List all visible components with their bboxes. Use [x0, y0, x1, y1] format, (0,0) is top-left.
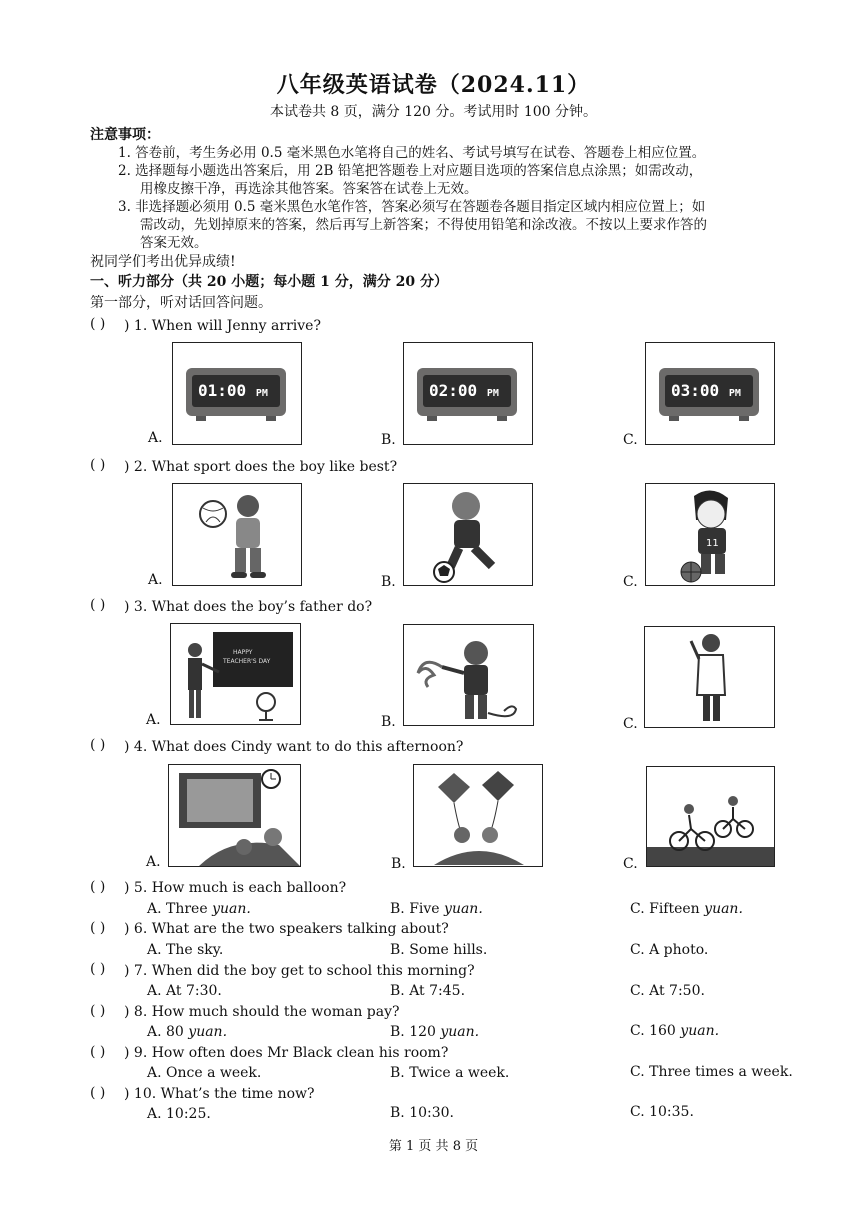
question-8: ) 8. How much should the woman pay? [124, 1004, 400, 1020]
blackboard-text: HAPPY TEACHER'S DAY [223, 649, 271, 665]
option-8b[interactable]: B. 120 yuan. [390, 1024, 480, 1040]
option-3c-image[interactable] [644, 626, 775, 728]
volleyball-player-icon [173, 484, 302, 586]
answer-blank[interactable]: ( ) [90, 457, 106, 473]
option-5c[interactable]: C. Fifteen yuan. [630, 901, 743, 917]
option-3a-image[interactable] [170, 623, 301, 725]
option-5a[interactable]: A. Three yuan. [147, 901, 251, 917]
page-title: 八年级英语试卷（2024.11） [276, 72, 591, 98]
option-label: C. [623, 716, 638, 732]
firefighter-icon [404, 625, 534, 726]
option-label: A. [148, 572, 163, 588]
option-label: B. [381, 432, 396, 448]
option-6a[interactable]: A. The sky. [147, 942, 224, 958]
option-10c[interactable]: C. 10:35. [630, 1104, 694, 1120]
option-2a-image[interactable] [172, 483, 302, 586]
answer-blank[interactable]: ( ) [90, 316, 106, 332]
question-2: ) 2. What sport does the boy like best? [124, 459, 398, 475]
option-label: A. [146, 854, 161, 870]
option-7c[interactable]: C. At 7:50. [630, 983, 705, 999]
alarm-clock-icon [417, 368, 517, 416]
answer-blank[interactable]: ( ) [90, 1003, 106, 1019]
question-6: ) 6. What are the two speakers talking about? [124, 921, 449, 937]
option-label: A. [146, 712, 161, 728]
option-label: A. [148, 430, 163, 446]
flying-kites-icon [414, 765, 543, 867]
note-2: 2. 选择题每小题选出答案后，用 2B 铅笔把答题卷上对应题目选项的答案信息点涂黑；如需改动， [118, 163, 703, 179]
option-6b[interactable]: B. Some hills. [390, 942, 488, 958]
option-9a[interactable]: A. Once a week. [147, 1065, 262, 1081]
answer-blank[interactable]: ( ) [90, 961, 106, 977]
option-9b[interactable]: B. Twice a week. [390, 1065, 510, 1081]
option-10b[interactable]: B. 10:30. [390, 1105, 454, 1121]
note-3: 3. 非选择题必须用 0.5 毫米黑色水笔作答，答案必须写在答题卷各题目指定区域内相应位置上；如 [118, 199, 706, 215]
option-5b[interactable]: B. Five yuan. [390, 901, 483, 917]
page-number: 第 1 页 共 8 页 [388, 1139, 479, 1154]
doctor-icon [645, 627, 775, 728]
question-1: ) 1. When will Jenny arrive? [124, 318, 321, 334]
question-9: ) 9. How often does Mr Black clean his room? [124, 1045, 449, 1061]
option-label: C. [623, 432, 638, 448]
option-1c-image[interactable] [645, 342, 775, 445]
exam-info: 本试卷共 8 页，满分 120 分。考试用时 100 分钟。 [269, 104, 598, 120]
option-9c[interactable]: C. Three times a week. [630, 1064, 793, 1080]
clock-pm: PM [255, 388, 268, 399]
question-10: ) 10. What’s the time now? [124, 1086, 315, 1102]
soccer-player-icon [404, 484, 533, 586]
option-4b-image[interactable] [413, 764, 543, 867]
option-7b[interactable]: B. At 7:45. [390, 983, 466, 999]
option-8a[interactable]: A. 80 yuan. [147, 1024, 228, 1040]
option-4a-image[interactable] [168, 764, 301, 867]
answer-blank[interactable]: ( ) [90, 879, 106, 895]
option-label: C. [623, 574, 638, 590]
clock-time: 01:00 [198, 381, 247, 400]
option-label: B. [381, 574, 396, 590]
clock-time: 03:00 [671, 381, 720, 400]
note-2-cont: 用橡皮擦干净，再选涂其他答案。答案答在试卷上无效。 [140, 181, 478, 197]
good-luck-text: 祝同学们考出优异成绩! [90, 254, 236, 270]
option-6c[interactable]: C. A photo. [630, 942, 709, 958]
option-4c-image[interactable] [646, 766, 775, 867]
option-2b-image[interactable] [403, 483, 533, 586]
question-4: ) 4. What does Cindy want to do this afternoon? [124, 739, 464, 755]
note-3-cont2: 答案无效。 [140, 235, 208, 251]
clock-pm: PM [486, 388, 499, 399]
question-5: ) 5. How much is each balloon? [124, 880, 347, 896]
part-heading: 第一部分，听对话回答问题。 [90, 295, 272, 311]
option-label: B. [381, 714, 396, 730]
answer-blank[interactable]: ( ) [90, 1085, 106, 1101]
alarm-clock-icon [659, 368, 759, 416]
answer-blank[interactable]: ( ) [90, 1044, 106, 1060]
answer-blank[interactable]: ( ) [90, 597, 106, 613]
svg-text:11: 11 [706, 538, 719, 549]
option-8c[interactable]: C. 160 yuan. [630, 1023, 720, 1039]
section-heading: 一、听力部分（共 20 小题；每小题 1 分，满分 20 分） [90, 274, 448, 290]
basketball-player-icon [646, 484, 775, 586]
question-3: ) 3. What does the boy’s father do? [124, 599, 373, 615]
option-3b-image[interactable] [403, 624, 534, 726]
option-1a-image[interactable] [172, 342, 302, 445]
option-2c-image[interactable] [645, 483, 775, 586]
question-7: ) 7. When did the boy get to school this morning? [124, 963, 475, 979]
clock-pm: PM [728, 388, 741, 399]
option-1b-image[interactable] [403, 342, 533, 445]
note-1: 1. 答卷前，考生务必用 0.5 毫米黑色水笔将自己的姓名、考试号填写在试卷、答题卷上相应位置。 [118, 145, 706, 161]
notes-heading: 注意事项： [90, 127, 160, 143]
option-7a[interactable]: A. At 7:30. [147, 983, 222, 999]
answer-blank[interactable]: ( ) [90, 737, 106, 753]
option-label: C. [623, 856, 638, 872]
watching-tv-icon [169, 765, 301, 867]
teacher-blackboard-icon [171, 624, 301, 725]
note-3-cont: 需改动，先划掉原来的答案，然后再写上新答案；不得使用铅笔和涂改液。不按以上要求作答的 [140, 217, 707, 233]
answer-blank[interactable]: ( ) [90, 920, 106, 936]
option-label: B. [391, 856, 406, 872]
alarm-clock-icon [186, 368, 286, 416]
riding-bikes-icon [647, 767, 775, 867]
option-10a[interactable]: A. 10:25. [147, 1106, 211, 1122]
clock-time: 02:00 [429, 381, 478, 400]
